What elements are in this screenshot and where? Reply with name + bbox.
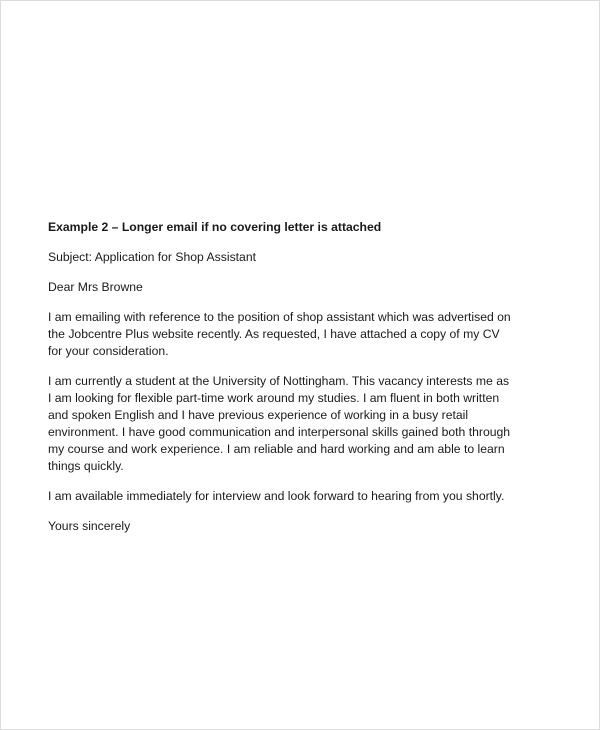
salutation: Dear Mrs Browne	[48, 280, 143, 294]
text-line: I am looking for flexible part-time work around my studies. I am fluent in both written	[48, 391, 500, 405]
subject-line: Subject: Application for Shop Assistant	[48, 250, 256, 264]
text-line: I am emailing with reference to the position of shop assistant which was advertised on	[48, 310, 511, 324]
letter-body	[48, 219, 578, 548]
paragraph-background	[48, 373, 578, 475]
paragraph-availability: I am available immediately for interview and look forward to hearing from you shortly.	[48, 489, 505, 503]
text-line: my course and work experience. I am reliable and hard working and am able to learn	[48, 442, 505, 456]
text-line: things quickly.	[48, 459, 124, 473]
text-line: I am currently a student at the University of Nottingham. This vacancy interests me as	[48, 374, 510, 388]
text-line: environment. I have good communication and interpersonal skills gained both through	[48, 425, 511, 439]
paragraph-reference	[48, 309, 578, 360]
closing-line: Yours sincerely	[48, 519, 131, 533]
example-heading: Example 2 – Longer email if no covering letter is attached	[48, 220, 382, 234]
text-line: for your consideration.	[48, 344, 169, 358]
text-line: and spoken English and I have previous experience of working in a busy retail	[48, 408, 469, 422]
text-line: the Jobcentre Plus website recently. As requested, I have attached a copy of my CV	[48, 327, 500, 341]
